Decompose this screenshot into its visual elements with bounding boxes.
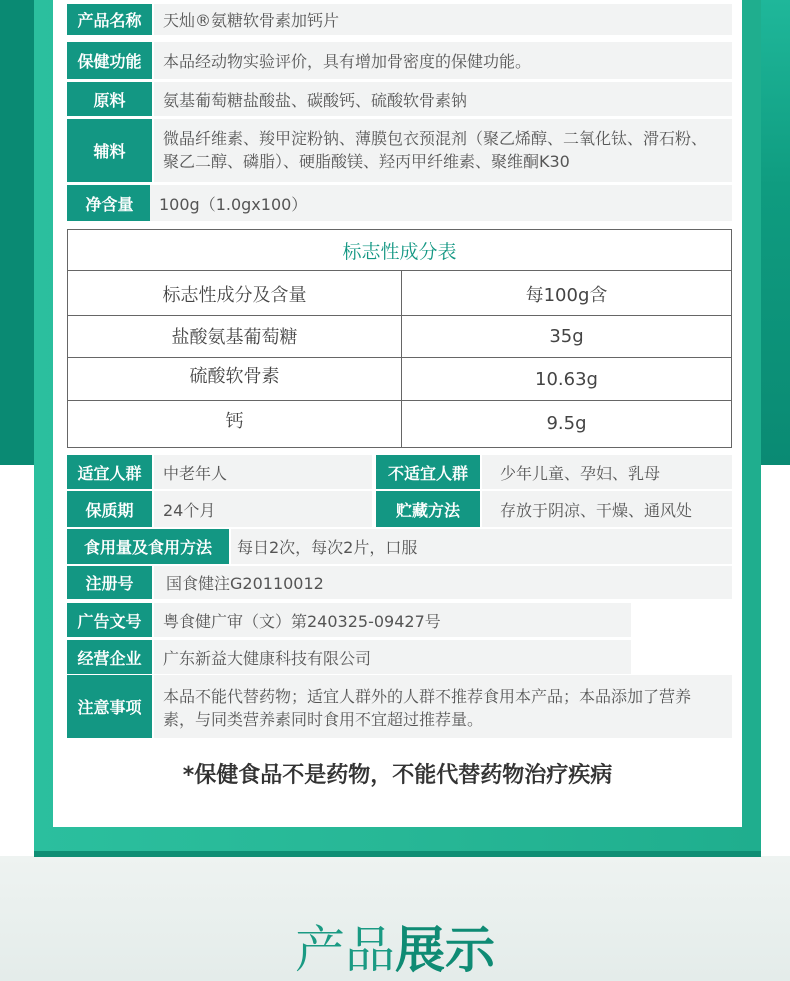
ad-number-label: 广告文号 [67, 603, 152, 637]
notes-value: 本品不能代替药物；适宜人群外的人群不推荐食用本产品；本品添加了营养素，与同类营养素同时食用不宜超过推荐量。 [154, 675, 732, 738]
suitable-label: 适宜人群 [67, 455, 152, 489]
card-frame-shadow [34, 851, 761, 857]
excipients-label: 辅料 [67, 119, 152, 182]
shelf-life-value: 24个月 [154, 491, 372, 527]
function-value: 本品经动物实验评价，具有增加骨密度的保健功能。 [154, 42, 732, 79]
composition-row-name: 盐酸氨基葡萄糖 [171, 327, 298, 348]
section-title [0, 918, 790, 981]
storage-label: 贮藏方法 [376, 491, 480, 527]
ingredients-label: 原料 [67, 82, 152, 116]
composition-table-title: 标志性成分表 [68, 230, 731, 271]
composition-row-amount: 9.5g [546, 412, 587, 434]
net-content-label: 净含量 [67, 185, 152, 221]
disclaimer-notice: *保健食品不是药物，不能代替药物治疗疾病 [182, 763, 613, 788]
net-content-value: 100g（1.0gx100） [150, 185, 732, 221]
notes-label: 注意事项 [67, 675, 152, 738]
storage-value: 存放于阴凉、干燥、通风处 [482, 491, 732, 527]
composition-header-left: 标志性成分及含量 [162, 284, 307, 306]
ingredients-value: 氨基葡萄糖盐酸盐、碳酸钙、硫酸软骨素钠 [154, 82, 732, 116]
composition-row-name: 硫酸软骨素 [189, 366, 280, 387]
product-name-value: 天灿®氨糖软骨素加钙片 [154, 4, 732, 35]
registration-value: 国食健注G20110012 [154, 566, 732, 599]
company-label: 经营企业 [67, 640, 152, 674]
composition-row-name: 钙 [225, 411, 244, 432]
section-title-light: 产品 [295, 921, 395, 979]
composition-header-right: 每100g含 [525, 284, 608, 306]
suitable-value: 中老年人 [154, 455, 372, 489]
function-label: 保健功能 [67, 42, 152, 79]
shelf-life-label: 保质期 [67, 491, 152, 527]
unsuitable-label: 不适宜人群 [376, 455, 480, 489]
composition-table [67, 229, 732, 448]
composition-row-amount: 35g [549, 325, 584, 347]
unsuitable-value: 少年儿童、孕妇、乳母 [482, 455, 732, 489]
section-title-bold: 展示 [395, 921, 495, 979]
registration-label: 注册号 [67, 566, 152, 599]
composition-row-amount: 10.63g [535, 368, 598, 390]
dosage-value: 每日2次，每次2片，口服 [231, 529, 732, 564]
dosage-label: 食用量及食用方法 [67, 529, 229, 564]
product-name-label: 产品名称 [67, 4, 152, 35]
excipients-value: 微晶纤维素、羧甲淀粉钠、薄膜包衣预混剂（聚乙烯醇、二氧化钛、滑石粉、聚乙二醇、磷脂）、硬脂酸镁、羟丙甲纤维素、聚维酮K30 [154, 119, 732, 182]
table-column-divider [401, 271, 402, 447]
company-value: 广东新益大健康科技有限公司 [154, 640, 631, 674]
ad-number-value: 粤食健广审（文）第240325-09427号 [154, 603, 631, 637]
